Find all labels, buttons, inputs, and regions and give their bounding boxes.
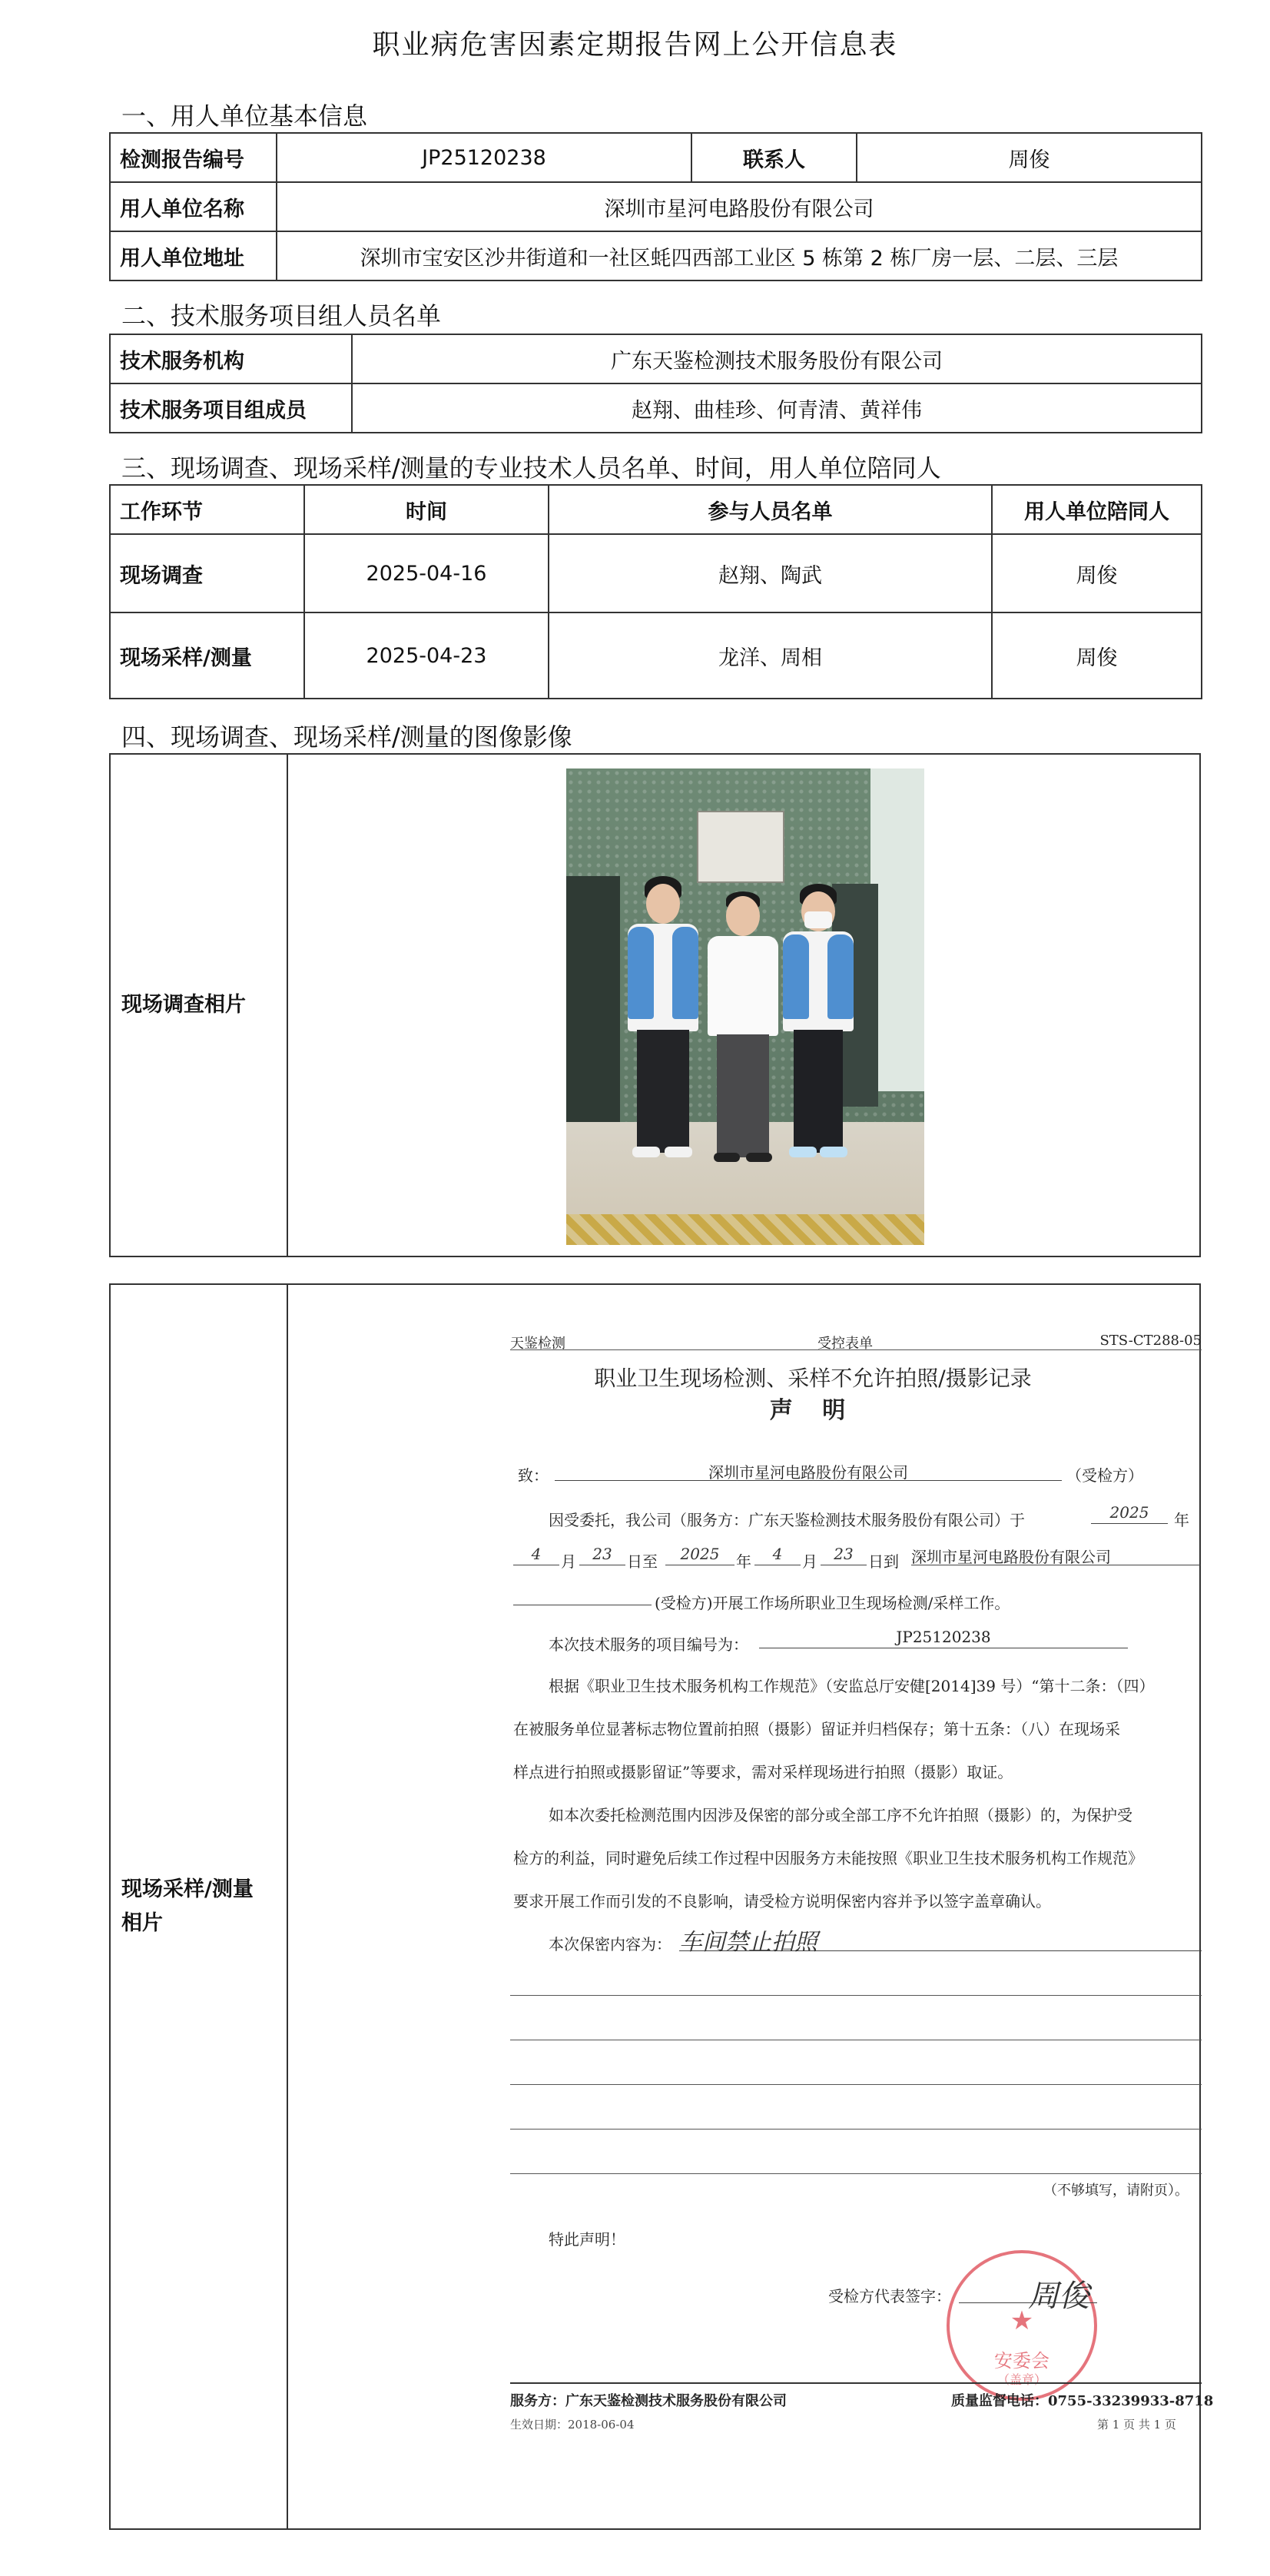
para3: (受检方)开展工作场所职业卫生现场检测/采样工作。 (655, 1594, 1010, 1612)
row-people: 龙洋、周相 (549, 612, 992, 699)
site-unit: 深圳市星河电路股份有限公司 (911, 1545, 1200, 1565)
sign-line (959, 2282, 1097, 2303)
header-date: 时间 (304, 485, 549, 534)
para9: 检方的利益，同时避免后续工作过程中因服务方未能按照《职业卫生技术服务机构工作规范》 (513, 1849, 1143, 1867)
seal-star-icon: ★ (1010, 2305, 1034, 2336)
unit-name-label: 用人单位名称 (110, 182, 277, 231)
row-date: 2025-04-16 (304, 534, 549, 612)
page-title: 职业病危害因素定期报告网上公开信息表 (372, 29, 898, 61)
project-no: JP25120238 (759, 1628, 1128, 1648)
month-unit: 月 (802, 1552, 817, 1571)
report-no-label: 检测报告编号 (110, 133, 277, 182)
para4: 本次技术服务的项目编号为： (549, 1635, 748, 1654)
unit-name-value: 深圳市星河电路股份有限公司 (277, 182, 1202, 231)
to-label: 致： (518, 1466, 549, 1485)
para6: 在被服务单位显著标志物位置前拍照（摄影）留证并归档保存；第十五条：（八）在现场采 (513, 1720, 1120, 1738)
para7: 样点进行拍照或摄影留证”等要求，需对采样现场进行拍照（摄影）取证。 (513, 1763, 1013, 1781)
survey-photo (566, 768, 924, 1245)
day-2: 23 (821, 1545, 867, 1565)
org-value: 广东天鉴检测技术服务股份有限公司 (352, 334, 1202, 383)
confidential-content: 车间禁止拍照 (679, 1923, 1202, 1951)
statement-subtitle: 声 明 (769, 1397, 857, 1424)
unit-addr-label: 用人单位地址 (110, 231, 277, 281)
attach-note: （不够填写，请附页）。 (1043, 2183, 1189, 2199)
seal-mark: （盖章） (996, 2372, 1046, 2387)
para1: 因受委托，我公司（服务方：广东天鉴检测技术服务股份有限公司）于 (549, 1511, 1025, 1529)
survey-photo-label: 现场调查相片 (111, 755, 288, 1256)
statement-header (510, 1333, 1202, 1350)
sign-label: 受检方代表签字： (828, 2287, 951, 2305)
month-1: 4 (513, 1545, 559, 1565)
day-1: 23 (579, 1545, 625, 1565)
footer-phone: 质量监督电话：0755-33239933-8718 (951, 2393, 1214, 2409)
site-work-table (109, 484, 1202, 699)
hdr-mid: 受控表单 (817, 1336, 873, 1352)
section1-title: 一、用人单位基本信息 (121, 101, 368, 131)
blank-line (513, 1585, 652, 1605)
contact-value: 周俊 (857, 133, 1202, 182)
wall-plaque (697, 811, 784, 883)
signature: 周俊 (1028, 2279, 1089, 2314)
section3-title: 三、现场调查、现场采样/测量的专业技术人员名单、时间，用人单位陪同人 (121, 453, 941, 483)
year-1: 2025 (1091, 1503, 1168, 1524)
sampling-photo-label: 现场采样/测量相片 (111, 1285, 288, 2528)
para8: 如本次委托检测范围内因涉及保密的部分或全部工序不允许拍照（摄影）的，为保护受 (549, 1806, 1132, 1824)
day-unit: 日到 (868, 1552, 899, 1571)
row-companion: 周俊 (992, 612, 1202, 699)
header-people: 参与人员名单 (549, 485, 992, 534)
row-date: 2025-04-23 (304, 612, 549, 699)
unit-addr-value: 深圳市宝安区沙井街道和一社区蚝四西部工业区 5 栋第 2 栋厂房一层、二层、三层 (277, 231, 1202, 281)
contact-label: 联系人 (691, 133, 857, 182)
declare-text: 特此声明！ (549, 2230, 625, 2249)
row-people: 赵翔、陶武 (549, 534, 992, 612)
sampling-photo-box (109, 1283, 1214, 2530)
hdr-left: 天鉴检测 (510, 1336, 565, 1352)
section4-title: 四、现场调查、现场采样/测量的图像影像 (121, 722, 572, 752)
header-stage: 工作环节 (110, 485, 304, 534)
month-2: 4 (754, 1545, 801, 1565)
month-unit: 月 (561, 1552, 576, 1571)
row-stage: 现场调查 (110, 534, 304, 612)
footer-service: 服务方：广东天鉴检测技术服务股份有限公司 (510, 2393, 787, 2409)
to-value: 深圳市星河电路股份有限公司 (555, 1460, 1062, 1481)
hdr-right: STS-CT288-05 (1099, 1333, 1202, 1349)
year-unit: 年 (1174, 1511, 1189, 1529)
report-no-value: JP25120238 (277, 133, 691, 182)
basic-info-table (109, 132, 1202, 281)
year-unit: 年 (736, 1552, 751, 1571)
statement-title: 职业卫生现场检测、采样不允许拍照/摄影记录 (594, 1366, 1032, 1391)
members-label: 技术服务项目组成员 (110, 383, 352, 433)
year-2: 2025 (665, 1545, 734, 1565)
row-companion: 周俊 (992, 534, 1202, 612)
members-value: 赵翔、曲桂珍、何青清、黄祥伟 (352, 383, 1202, 433)
day-unit: 日至 (627, 1552, 658, 1571)
org-label: 技术服务机构 (110, 334, 352, 383)
row-stage: 现场采样/测量 (110, 612, 304, 699)
para10: 要求开展工作而引发的不良影响，请受检方说明保密内容并予以签字盖章确认。 (513, 1892, 1051, 1910)
para11: 本次保密内容为： (549, 1935, 671, 1954)
footer-date: 生效日期：2018-06-04 (510, 2418, 635, 2432)
service-team-table (109, 334, 1202, 433)
seal-text: 安委会 (994, 2350, 1049, 2372)
to-suffix: （受检方） (1066, 1466, 1143, 1485)
footer-page: 第 1 页 共 1 页 (1097, 2418, 1176, 2432)
section2-title: 二、技术服务项目组人员名单 (121, 301, 442, 330)
no-photo-statement (398, 1313, 1228, 2450)
para5: 根据《职业卫生技术服务机构工作规范》（安监总厅安健[2014]39 号）“第十二条：（四） (549, 1677, 1155, 1695)
header-companion: 用人单位陪同人 (992, 485, 1202, 534)
survey-photo-box (109, 753, 1201, 1257)
